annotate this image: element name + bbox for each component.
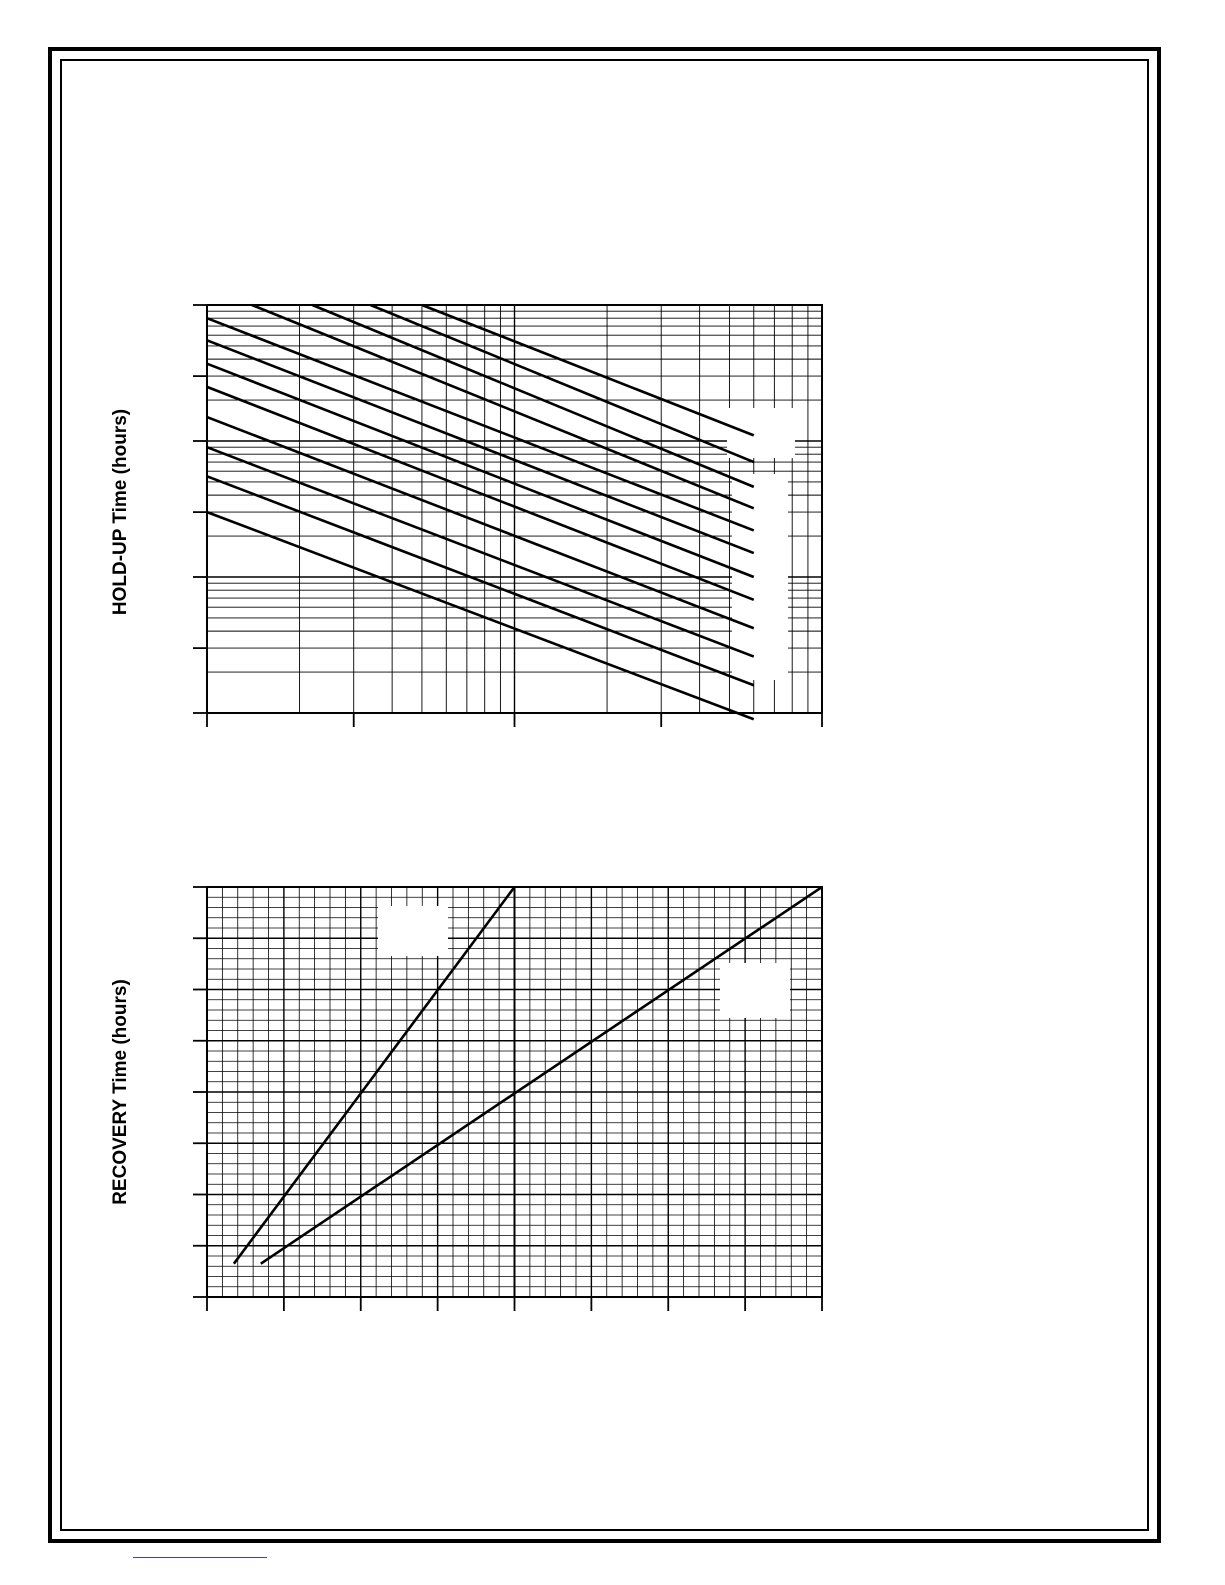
recovery-series xyxy=(234,887,822,1264)
footer-link-underline[interactable] xyxy=(133,1557,267,1558)
recovery-label-patch xyxy=(378,906,448,956)
recovery-y-axis-label: RECOVERY Time (hours) xyxy=(110,979,131,1205)
holdup-y-axis-label: HOLD-UP Time (hours) xyxy=(110,408,131,616)
recovery-label-patch xyxy=(720,963,790,1018)
recovery-series-line xyxy=(234,887,515,1264)
